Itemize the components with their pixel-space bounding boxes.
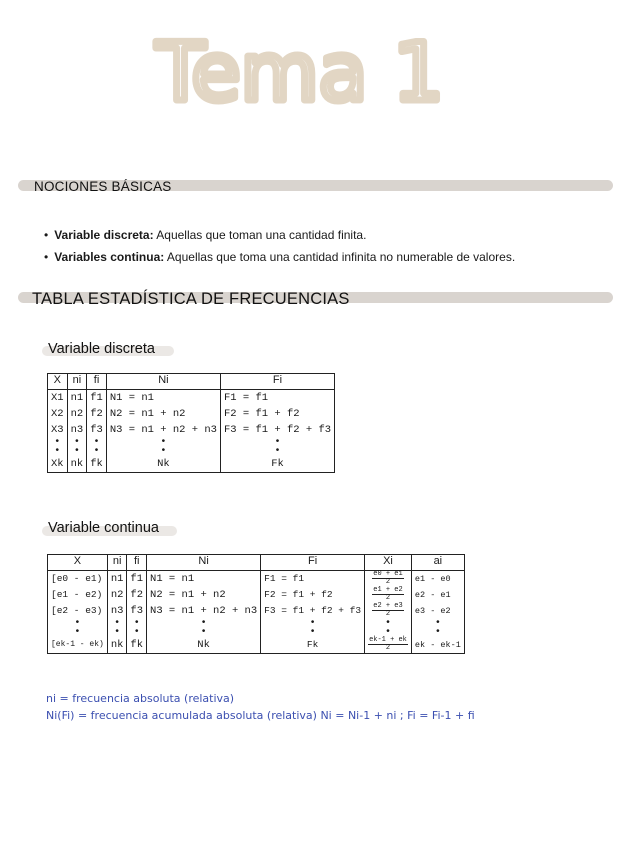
col-f: f1 f2 f3 • • fk bbox=[87, 390, 107, 473]
definition-term: Variables continua: bbox=[54, 250, 165, 264]
note-line-2: Ni(Fi) = frecuencia acumulada absoluta (relativa) Ni = Ni-1 + ni ; Fi = Fi-1 + fi bbox=[46, 709, 475, 722]
col-header: X bbox=[48, 555, 108, 571]
col-header: ni bbox=[67, 374, 87, 390]
col-n: n1 n2 n3 • • nk bbox=[107, 571, 127, 654]
col-header: Ni bbox=[106, 374, 220, 390]
col-header: ni bbox=[107, 555, 127, 571]
col-header: fi bbox=[127, 555, 147, 571]
table-row bbox=[48, 571, 465, 654]
continuous-table bbox=[47, 554, 465, 654]
table-row bbox=[48, 390, 335, 473]
col-Xi: $\frac{e0 + e1}{2}$ $\frac{e1 + e2}{2}$ $\frac{e2 + e3}{2}$ • • $\frac{ek-1 + ek}{2}$ bbox=[365, 571, 412, 654]
discrete-heading: Variable discreta bbox=[48, 341, 155, 357]
col-Ni: N1 = n1 N2 = n1 + n2 N3 = n1 + n2 + n3 • • Nk bbox=[106, 390, 220, 473]
list-item bbox=[44, 246, 515, 268]
col-header: ai bbox=[411, 555, 464, 571]
title-text: Tema 1 bbox=[156, 26, 444, 119]
col-n: n1 n2 n3 • • nk bbox=[67, 390, 87, 473]
discrete-table bbox=[47, 373, 335, 473]
col-x: X1 X2 X3 • • Xk bbox=[48, 390, 68, 473]
list-item bbox=[44, 224, 515, 246]
definition-text: Aquellas que toman una cantidad finita. bbox=[153, 228, 367, 242]
col-Ni: N1 = n1 N2 = n1 + n2 N3 = n1 + n2 + n3 • • Nk bbox=[147, 571, 261, 654]
note-line-1: ni = frecuencia absoluta (relativa) bbox=[46, 692, 235, 705]
definitions-list bbox=[44, 224, 515, 268]
page-title bbox=[120, 22, 480, 142]
section-title-table: TABLA ESTADÍSTICA DE FRECUENCIAS bbox=[32, 290, 350, 308]
col-header: fi bbox=[87, 374, 107, 390]
col-Fi: F1 = f1 F2 = f1 + f2 F3 = f1 + f2 + f3 • • Fk bbox=[220, 390, 334, 473]
table-header-row bbox=[48, 555, 465, 571]
col-header: X bbox=[48, 374, 68, 390]
col-Fi: F1 = f1 F2 = f1 + f2 F3 = f1 + f2 + f3 • • Fk bbox=[261, 571, 365, 654]
table-header-row bbox=[48, 374, 335, 390]
col-header: Fi bbox=[220, 374, 334, 390]
col-header: Fi bbox=[261, 555, 365, 571]
col-ai: e1 - e0 e2 - e1 e3 - e2 • • ek - ek-1 bbox=[411, 571, 464, 654]
definition-term: Variable discreta: bbox=[54, 228, 154, 242]
col-header: Ni bbox=[147, 555, 261, 571]
continuous-heading: Variable continua bbox=[48, 520, 159, 536]
col-f: f1 f2 f3 • • fk bbox=[127, 571, 147, 654]
col-x: [e0 - e1) [e1 - e2) [e2 - e3) • • [ek-1 - ek) bbox=[48, 571, 108, 654]
col-header: Xi bbox=[365, 555, 412, 571]
section-title-basic: NOCIONES BÁSICAS bbox=[34, 179, 172, 194]
definition-text: Aquellas que toma una cantidad infinita no numerable de valores. bbox=[164, 250, 516, 264]
